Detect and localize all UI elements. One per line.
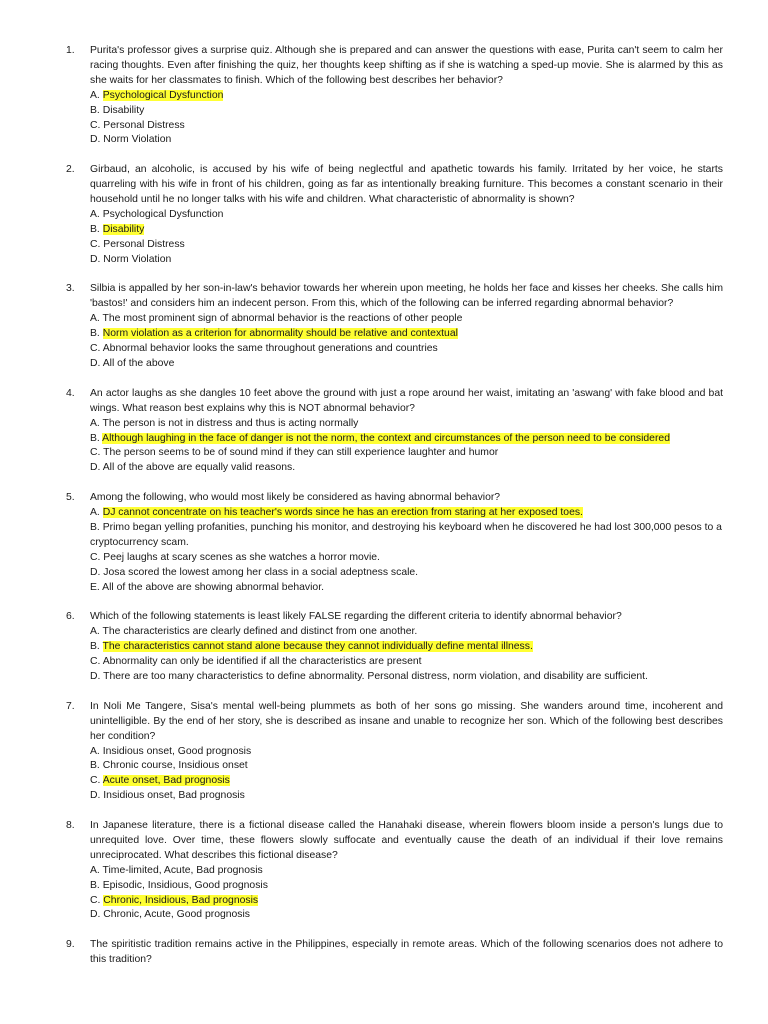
option-letter: B.	[90, 328, 100, 340]
question-body	[90, 44, 723, 148]
option-letter: B.	[90, 521, 100, 533]
question-list	[0, 44, 768, 983]
option-letter: D.	[90, 909, 101, 921]
highlighted-answer: Chronic, Insidious, Bad prognosis	[103, 894, 259, 906]
option-text: Disability	[102, 104, 145, 116]
answer-option	[90, 640, 723, 655]
option-letter: B.	[90, 432, 100, 444]
answer-option	[90, 312, 723, 327]
option-text: Norm Violation	[103, 253, 172, 265]
option-text: Psychological Dysfunction	[102, 208, 224, 220]
highlighted-answer: Although laughing in the face of danger is not the norm, the context and circumstances of the person need to be considered	[102, 432, 670, 444]
answer-option	[90, 432, 723, 447]
option-letter: C.	[90, 551, 101, 563]
question-number: 5.	[66, 492, 75, 504]
answer-option	[90, 506, 723, 521]
option-letter: A.	[90, 626, 100, 638]
option-text: Peej laughs at scary scenes as she watches a horror movie.	[103, 551, 380, 563]
question-body	[90, 163, 723, 267]
question-item	[0, 44, 768, 148]
answer-option	[90, 223, 723, 238]
option-letter: A.	[90, 208, 100, 220]
question-number: 9.	[66, 939, 75, 951]
answer-option	[90, 789, 723, 804]
option-letter: C.	[90, 656, 101, 668]
option-text: Abnormality can only be identified if all the characteristics are present	[102, 656, 422, 668]
option-text: The characteristics are clearly defined and distinct from one another.	[102, 626, 418, 638]
option-letter: A.	[90, 417, 100, 429]
option-letter: A.	[90, 745, 100, 757]
answer-option	[90, 327, 723, 342]
question-body	[90, 700, 723, 804]
question-stem: Silbia is appalled by her son-in-law's behavior towards her wherein upon meeting, he holds her face and kisses her cheeks. She calls him 'bastos!' and considers him an indecent person. From this, which of the following can be inferred regarding abnormal behavior?	[90, 283, 723, 310]
option-text: All of the above are equally valid reasons.	[102, 462, 296, 474]
question-stem: The spiritistic tradition remains active in the Philippines, especially in remote areas. Which of the following scenarios does not adhere to this tradition?	[90, 939, 723, 966]
answer-option	[90, 238, 723, 253]
answer-option	[90, 745, 723, 760]
option-letter: D.	[90, 670, 101, 682]
option-text: Norm Violation	[103, 134, 172, 146]
option-text: The most prominent sign of abnormal behavior is the reactions of other people	[102, 313, 463, 325]
answer-option	[90, 581, 723, 596]
option-letter: B.	[90, 879, 100, 891]
option-text: Abnormal behavior looks the same throughout generations and countries	[102, 343, 438, 355]
option-text: Episodic, Insidious, Good prognosis	[102, 879, 268, 891]
question-item	[0, 282, 768, 371]
option-text: Insidious onset, Good prognosis	[102, 745, 252, 757]
answer-option	[90, 104, 723, 119]
option-letter: D.	[90, 566, 101, 578]
question-body	[90, 387, 723, 476]
question-number: 2.	[66, 164, 75, 176]
question-number: 1.	[66, 45, 75, 56]
question-number: 6.	[66, 611, 75, 623]
answer-option	[90, 119, 723, 134]
answer-option	[90, 461, 723, 476]
option-letter: C.	[90, 238, 101, 250]
question-item	[0, 610, 768, 685]
option-text: The person is not in distress and thus is acting normally	[102, 417, 359, 429]
question-item	[0, 938, 768, 968]
question-body	[90, 938, 723, 968]
option-letter: B.	[90, 641, 100, 653]
answer-option	[90, 357, 723, 372]
option-text: Chronic, Acute, Good prognosis	[103, 909, 251, 921]
answer-option	[90, 89, 723, 104]
highlighted-answer: DJ cannot concentrate on his teacher's words since he has an erection from staring at her exposed toes.	[102, 507, 583, 519]
option-text: Josa scored the lowest among her class in a social adeptness scale.	[103, 566, 419, 578]
question-number: 7.	[66, 700, 75, 712]
question-body	[90, 282, 723, 371]
option-letter: A.	[90, 864, 100, 876]
question-stem: Among the following, who would most likely be considered as having abnormal behavior?	[90, 492, 501, 504]
answer-option	[90, 759, 723, 774]
answer-option	[90, 253, 723, 268]
option-text: Insidious onset, Bad prognosis	[103, 790, 245, 802]
option-text: There are too many characteristics to define abnormality. Personal distress, norm violation, and disability are sufficient.	[103, 670, 648, 682]
answer-option	[90, 908, 723, 923]
option-letter: A.	[90, 89, 100, 101]
option-letter: D.	[90, 358, 101, 369]
option-letter: D.	[90, 462, 101, 474]
answer-option	[90, 625, 723, 640]
answer-option	[90, 342, 723, 357]
option-letter: C.	[90, 775, 101, 787]
option-letter: E.	[90, 581, 100, 593]
option-text: All of the above	[102, 358, 175, 369]
option-letter: C.	[90, 343, 101, 355]
option-letter: B.	[90, 760, 100, 772]
highlighted-answer: Acute onset, Bad prognosis	[102, 775, 230, 787]
answer-option	[90, 864, 723, 879]
option-text: The person seems to be of sound mind if they can still experience laughter and humor	[103, 447, 499, 459]
option-text: Personal Distress	[103, 238, 185, 250]
option-letter: A.	[90, 313, 100, 325]
answer-option	[90, 670, 723, 685]
highlighted-answer: Disability	[102, 223, 145, 235]
answer-option	[90, 417, 723, 432]
option-text: Time-limited, Acute, Bad prognosis	[102, 864, 263, 876]
option-letter: C.	[90, 119, 101, 131]
question-number: 4.	[66, 387, 75, 399]
answer-option	[90, 655, 723, 670]
option-letter: B.	[90, 104, 100, 116]
question-number: 3.	[66, 283, 75, 295]
question-stem: Which of the following statements is least likely FALSE regarding the different criteria to identify abnormal behavior?	[90, 611, 622, 623]
question-stem: Purita's professor gives a surprise quiz. Although she is prepared and can answer the questions with ease, Purita can't seem to calm her racing thoughts. Even after finishing the quiz, her thoughts keep shifting as if she is watching a sped-up movie. She is alarmed by this as she waits for her classmates to finish. Which of the following best describes her behavior?	[90, 45, 723, 86]
question-stem: In Japanese literature, there is a fictional disease called the Hanahaki disease, wherein flowers bloom inside a person's lungs due to unrequited love. Over time, these flowers slowly suffocate and eventually cause the death of an individual if their love remains unreciprocated. What describes this fictional disease?	[90, 820, 723, 861]
question-item	[0, 819, 768, 923]
question-body	[90, 819, 723, 923]
answer-option	[90, 774, 723, 789]
answer-option	[90, 551, 723, 566]
question-stem: An actor laughs as she dangles 10 feet above the ground with just a rope around her waist, imitating an 'aswang' with fake blood and bat wings. What reason best explains why this is NOT abnormal behavior?	[90, 387, 723, 414]
option-letter: D.	[90, 253, 101, 265]
option-letter: B.	[90, 223, 100, 235]
question-item	[0, 163, 768, 267]
option-text: Personal Distress	[103, 119, 185, 131]
option-text: Primo began yelling profanities, punching his monitor, and destroying his keyboard when he discovered he had lost 300,000 pesos to a cryptocurrency scam.	[90, 521, 722, 548]
question-item	[0, 491, 768, 595]
question-number: 8.	[66, 820, 75, 832]
answer-option	[90, 894, 723, 909]
option-text: Chronic course, Insidious onset	[102, 760, 248, 772]
question-stem: In Noli Me Tangere, Sisa's mental well-being plummets as both of her sons go missing. She wanders around time, incoherent and unintelligible. By the end of her story, she is described as insane and unable to recognize her son. Which of the following best describes her condition?	[90, 700, 723, 742]
question-stem: Girbaud, an alcoholic, is accused by his wife of being neglectful and apathetic towards his family. Irritated by her voice, he starts quarreling with his wife in front of his children, going as far as intentionally breaking furniture. This becomes a constant scenario in their household until he no longer talks with his wife and children. What characteristic of abnormality is shown?	[90, 164, 723, 206]
option-letter: D.	[90, 134, 101, 146]
answer-option	[90, 879, 723, 894]
highlighted-answer: Psychological Dysfunction	[102, 89, 224, 101]
option-text: All of the above are showing abnormal behavior.	[102, 581, 324, 593]
question-body	[90, 610, 723, 685]
answer-option	[90, 566, 723, 581]
answer-option	[90, 133, 723, 148]
question-item	[0, 700, 768, 804]
option-letter: A.	[90, 507, 100, 519]
option-letter: C.	[90, 447, 101, 459]
highlighted-answer: The characteristics cannot stand alone because they cannot individually define mental illness.	[102, 641, 533, 653]
question-body	[90, 491, 723, 595]
answer-option	[90, 208, 723, 223]
answer-option	[90, 446, 723, 461]
question-item	[0, 387, 768, 476]
highlighted-answer: Norm violation as a criterion for abnormality should be relative and contextual	[102, 328, 458, 340]
option-letter: D.	[90, 790, 101, 802]
option-letter: C.	[90, 894, 101, 906]
answer-option	[90, 521, 723, 551]
